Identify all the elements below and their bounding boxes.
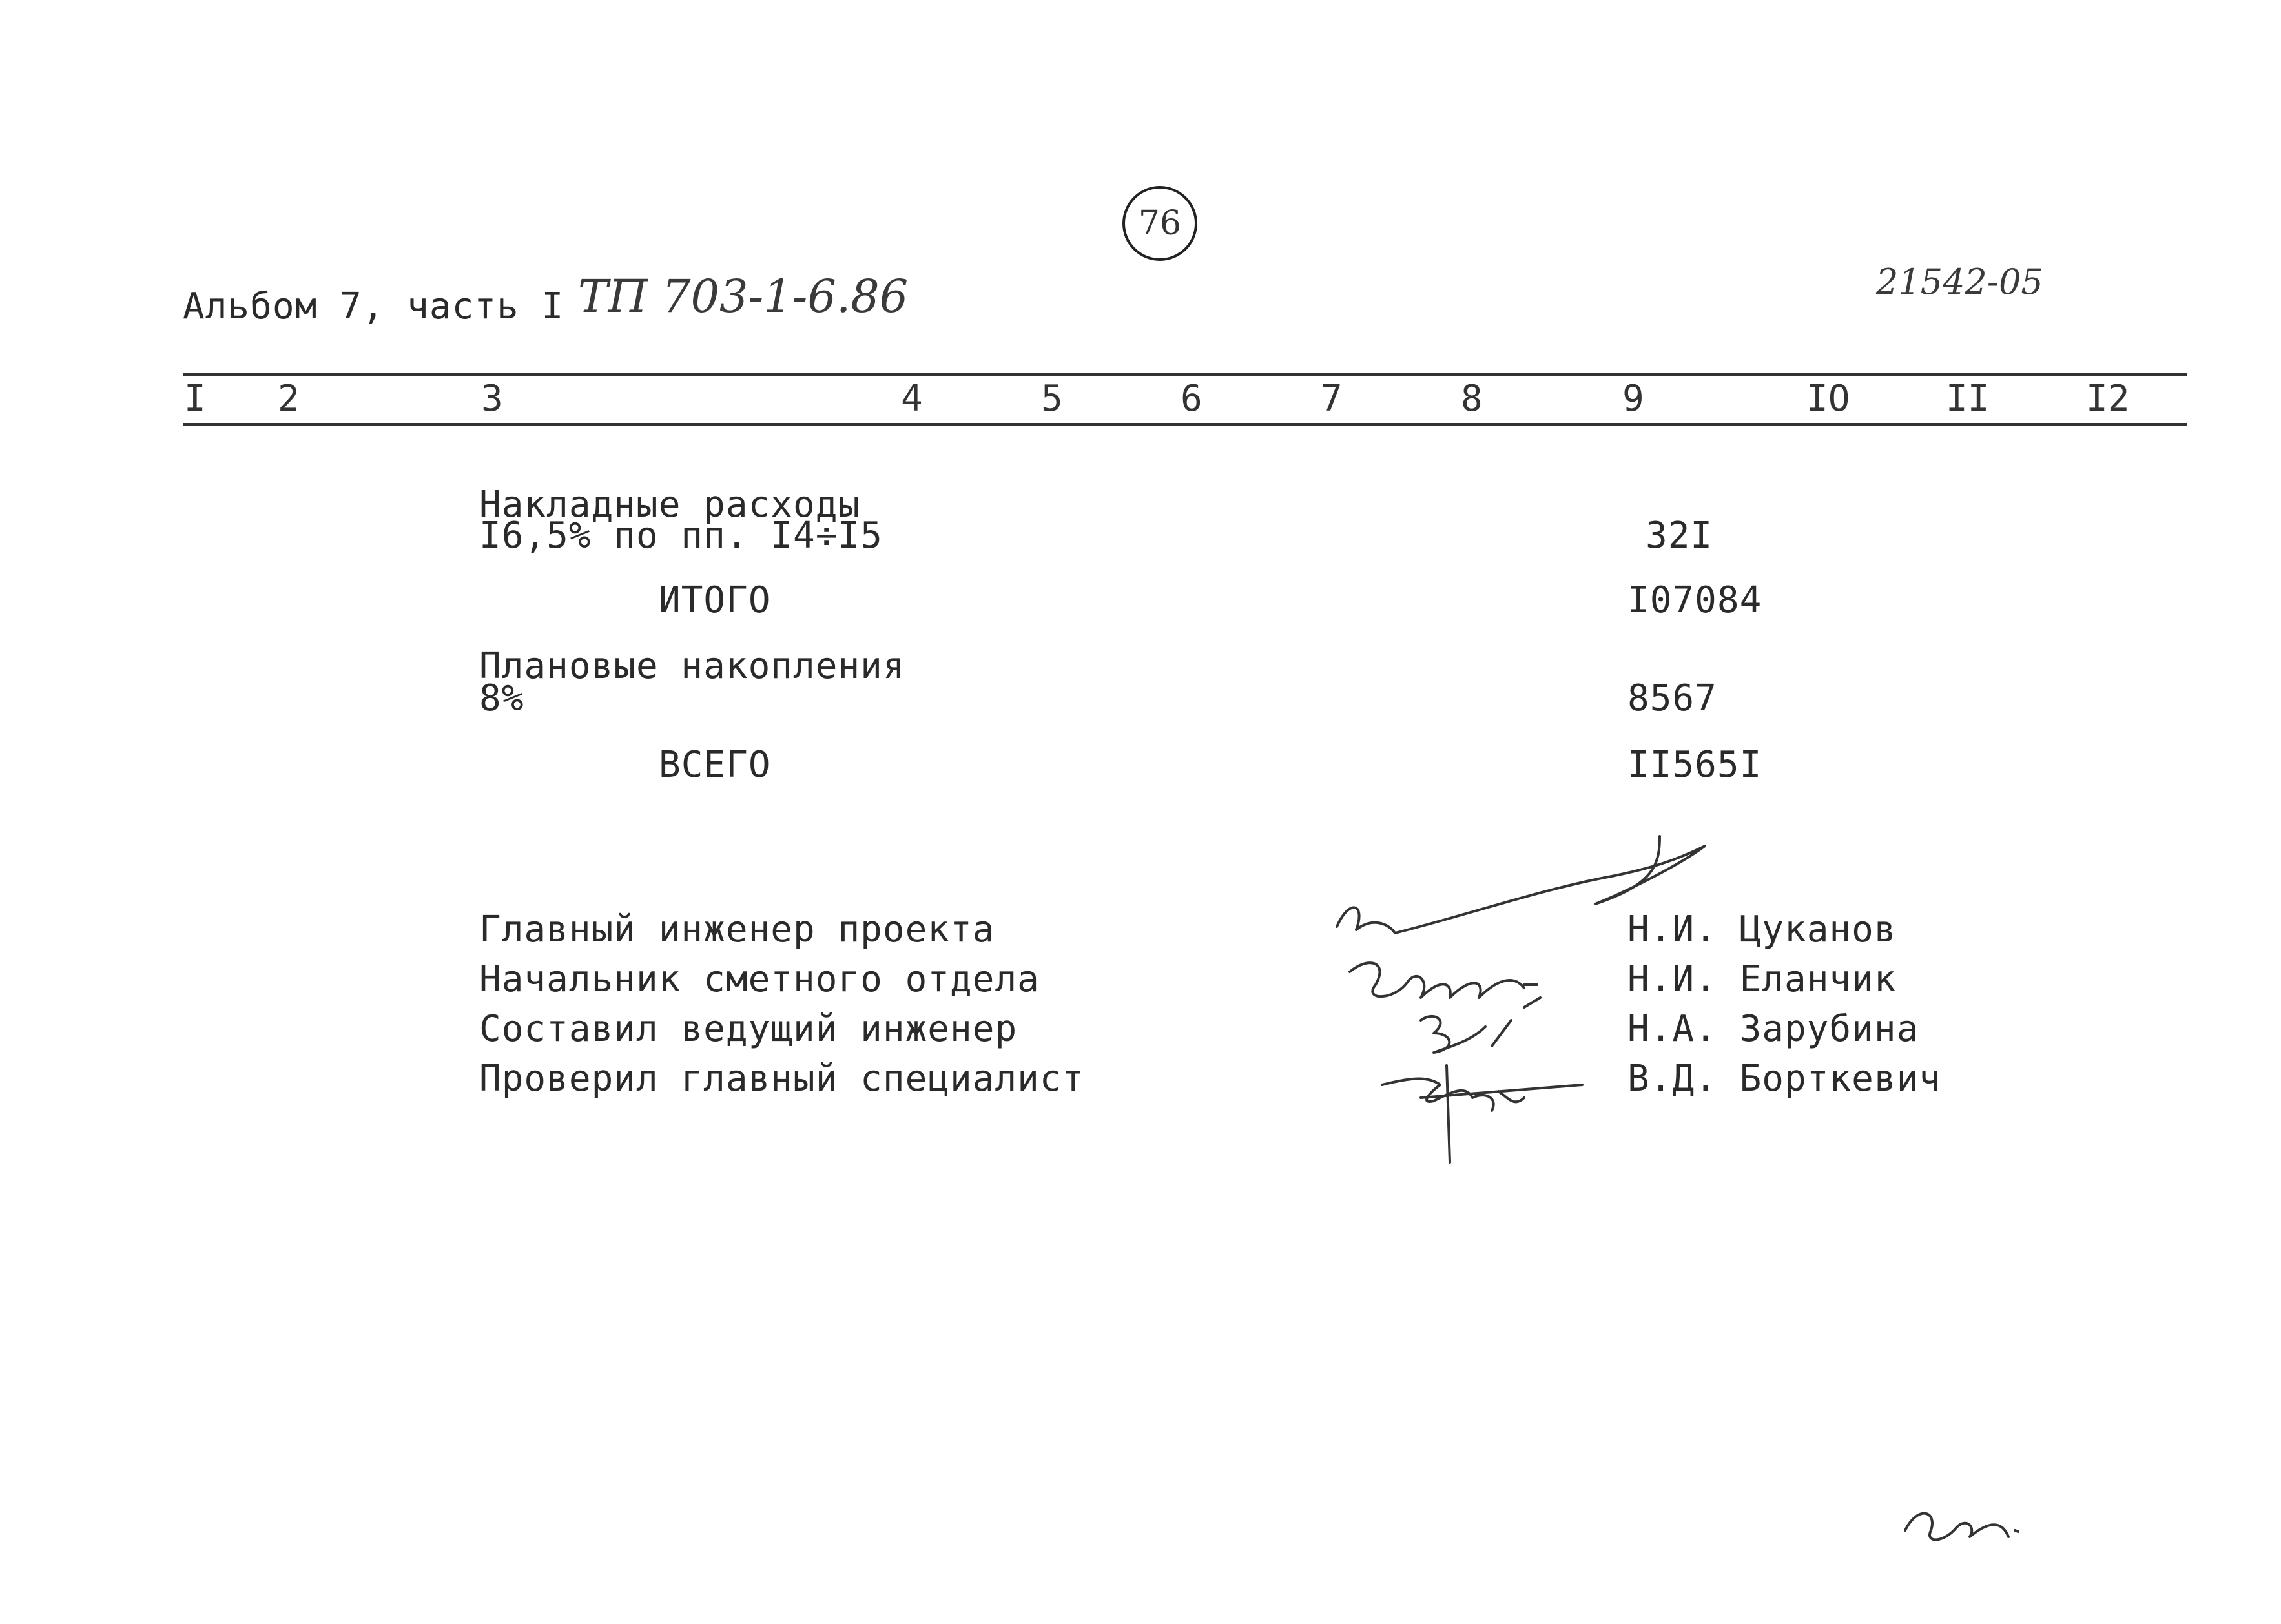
- column-number: 2: [278, 378, 300, 420]
- column-number: II: [1946, 378, 1990, 420]
- column-number: I2: [2086, 378, 2130, 420]
- column-number: 8: [1461, 378, 1483, 420]
- column-number: 6: [1181, 378, 1202, 420]
- subtotal-label: ИТОГО: [659, 579, 771, 621]
- column-number: 3: [481, 378, 503, 420]
- document-number: 21542-05: [1876, 262, 2043, 302]
- signature-role: Главный инженер проекта: [479, 909, 995, 951]
- overhead-label-detail: I6,5% по пп. I4÷I5: [479, 515, 883, 557]
- album-label: Альбом 7, часть I: [183, 285, 564, 327]
- top-rule: [183, 373, 2187, 376]
- page-number: 76: [1122, 186, 1197, 261]
- bottom-rule: [183, 423, 2187, 426]
- column-number: I: [184, 378, 206, 420]
- subtotal-value: I07084: [1627, 579, 1762, 621]
- signature-bortkevich: [1382, 1065, 1582, 1162]
- signature-name: Н.И. Еланчик: [1627, 958, 1897, 1000]
- total-label: ВСЕГО: [659, 744, 771, 786]
- column-number: 4: [901, 378, 923, 420]
- column-number: 7: [1321, 378, 1343, 420]
- planned-savings-label: Плановые накопления: [479, 645, 905, 687]
- planned-savings-value: 8567: [1627, 677, 1717, 719]
- initials-mark: [1905, 1514, 2018, 1540]
- project-code: ТП 703-1-6.86: [578, 270, 909, 323]
- column-number: IO: [1806, 378, 1850, 420]
- signature-role: Составил ведущий инженер: [479, 1008, 1018, 1050]
- signature-zarubina: [1421, 998, 1540, 1053]
- signature-name: Н.А. Зарубина: [1627, 1008, 1919, 1050]
- total-value: II565I: [1627, 744, 1762, 786]
- overhead-label: Накладные расходы: [479, 484, 861, 526]
- signature-name: В.Д. Борткевич: [1627, 1058, 1942, 1100]
- signature-role: Начальник сметного отдела: [479, 958, 1040, 1000]
- signature-role: Проверил главный специалист: [479, 1058, 1085, 1100]
- planned-savings-label-detail: 8%: [479, 677, 524, 719]
- column-number: 9: [1622, 378, 1644, 420]
- signature-name: Н.И. Цуканов: [1627, 909, 1897, 951]
- signature-elanchik: [1350, 963, 1537, 998]
- overhead-value: 32I: [1646, 515, 1713, 557]
- column-number: 5: [1041, 378, 1063, 420]
